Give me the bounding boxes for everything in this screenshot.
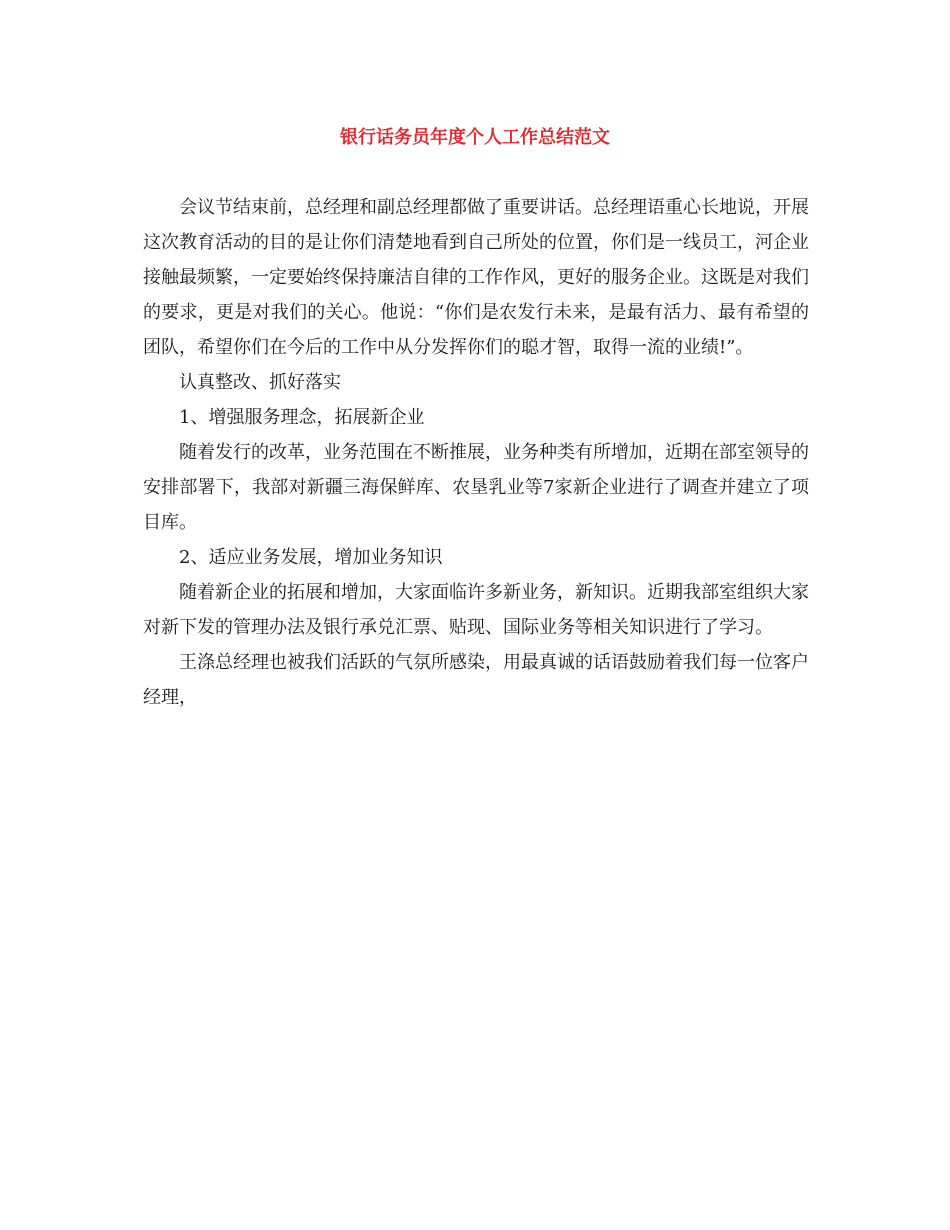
paragraph-heading-rectification: 认真整改、抓好落实 [179, 372, 341, 393]
paragraph-meeting-speech: 会议节结束前，总经理和副总经理都做了重要讲话。总经理语重心长地说，开展这次教育活动的目的是让你们清楚地看到自己所处的位置，你们是一线员工，河企业接触最频繁，一定要始终保持廉洁自律的工作作风，更好的服务企业。这既是对我们的要求，更是对我们的关心。他说：“你们是农发行未来，是最有活力、最有希望的团队，希望你们在今后的工作中从分发挥你们的聪才智，取得一流的业绩!”。 [143, 197, 809, 358]
document-title: 银行话务员年度个人工作总结范文 [340, 127, 610, 148]
paragraph-heading-service-concept: 1、增强服务理念，拓展新企业 [179, 407, 425, 428]
paragraph-heading-business-knowledge: 2、适应业务发展，增加业务知识 [179, 547, 443, 568]
paragraph-new-enterprises: 随着发行的改革，业务范围在不断推展，业务种类有所增加，近期在部室领导的安排部署下，我部对新疆三海保鲜库、农垦乳业等7家新企业进行了调查并建立了项目库。 [143, 442, 809, 533]
document-body [143, 190, 809, 715]
paragraph-training: 随着新企业的拓展和增加，大家面临许多新业务，新知识。近期我部室组织大家对新下发的管理办法及银行承兑汇票、贴现、国际业务等相关知识进行了学习。 [143, 582, 809, 638]
paragraph-encouragement: 王涤总经理也被我们活跃的气氛所感染，用最真诚的话语鼓励着我们每一位客户经理， [143, 652, 809, 708]
